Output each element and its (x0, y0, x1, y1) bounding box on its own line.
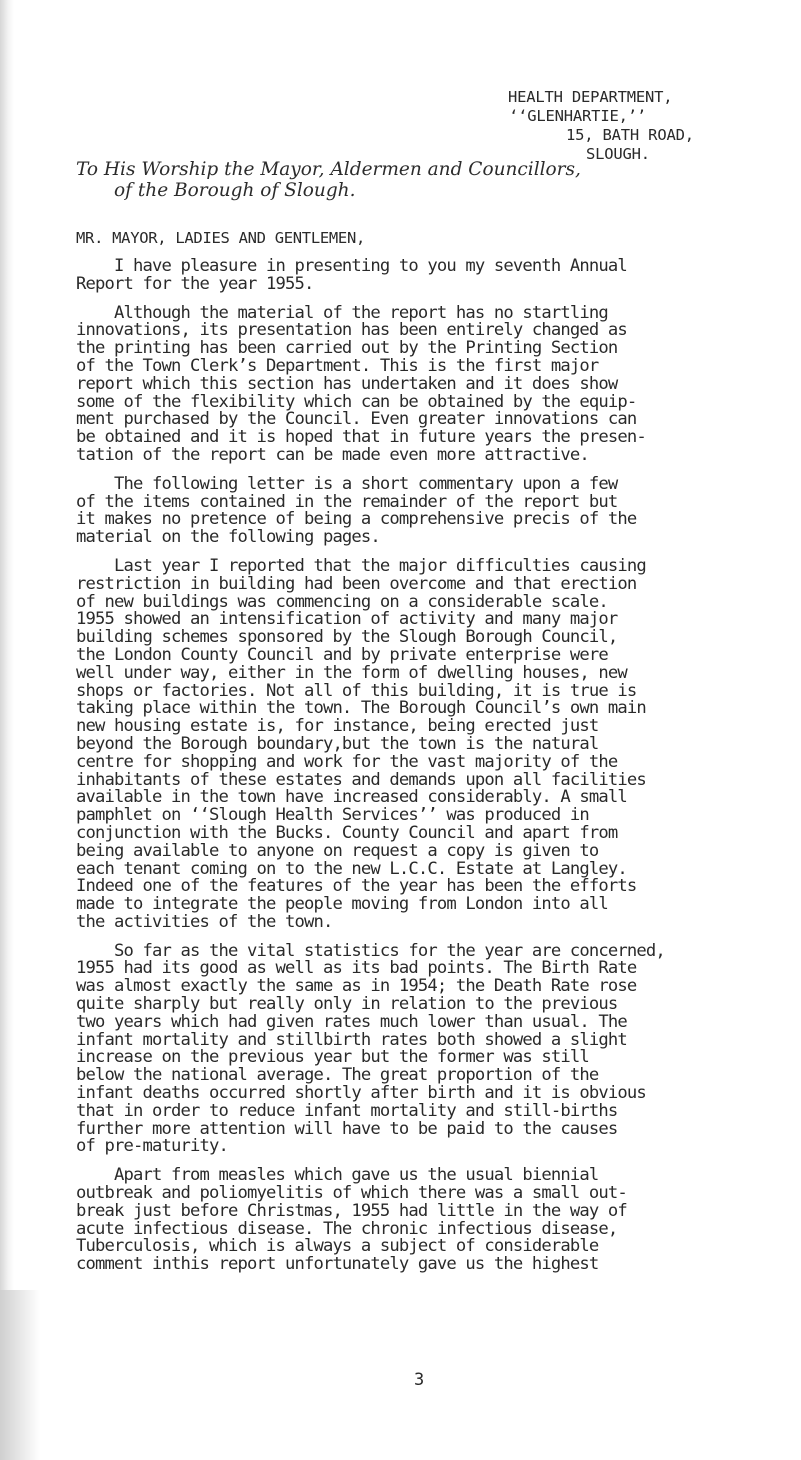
paragraph-line: made to integrate the people moving from London into all (76, 894, 608, 915)
paragraph-line: So far as the vital statistics for the year are concerned, (76, 940, 665, 961)
paragraph-line: acute infectious disease. The chronic infectious disease, (76, 1218, 618, 1239)
paragraph-line: some of the flexibility which can be obtained by the equip- (76, 391, 637, 412)
paragraph-line: Report for the year 1955. (76, 273, 314, 294)
paragraph-line: inhabitants of these estates and demands upon all facilities (76, 769, 646, 790)
paragraph-line: infant deaths occurred shortly after birth and it is obvious (76, 1083, 646, 1104)
paragraph-line: available in the town have increased considerably. A small (76, 787, 627, 808)
paragraph-line: 1955 had its good as well as its bad points. The Birth Rate (76, 958, 637, 979)
paragraph-line: ment purchased by the Council. Even greater innovations can (76, 409, 637, 430)
paragraph-line: pamphlet on ‘‘Slough Health Services’’ was produced in (76, 805, 589, 826)
paragraph-line: of new buildings was commencing on a considerable scale. (76, 591, 608, 612)
paragraph-line: was almost exactly the same as in 1954; the Death Rate rose (76, 976, 637, 997)
paragraph-line: Apart from measles which gave us the usual biennial (76, 1165, 599, 1186)
address-line-building: ‘‘GLENHARTIE,’’ (509, 107, 646, 125)
paragraph-line: the printing has been carried out by the Printing Section (76, 338, 618, 359)
paragraph-line: 1955 showed an intensification of activity and many major (76, 609, 618, 630)
paragraph (76, 258, 788, 294)
paragraph-line: break just before Christmas, 1955 had little in the way of (76, 1200, 627, 1221)
paragraph-line: infant mortality and stillbirth rates both showed a slight (76, 1029, 627, 1050)
paragraph (76, 1167, 788, 1274)
paragraph-line: Last year I reported that the major difficulties causing (76, 555, 646, 576)
paragraph-line: Indeed one of the features of the year has been the efforts (76, 876, 637, 897)
addressee (76, 159, 776, 201)
paragraph-line: it makes no pretence of being a comprehensive precis of the (76, 509, 637, 530)
paragraph-line: shops or factories. Not all of this building, it is true is (76, 680, 637, 701)
greeting: MR. MAYOR, LADIES AND GENTLEMEN, (76, 229, 366, 247)
paragraph-line: tation of the report can be made even more attractive. (76, 444, 589, 465)
paragraph-line: each tenant coming on to the new L.C.C. Estate at Langley. (76, 858, 627, 879)
paragraph-line: taking place within the town. The Borough Council’s own main (76, 698, 646, 719)
page-shadow-edge (0, 0, 14, 1460)
address-line-town: SLOUGH. (586, 145, 650, 163)
paragraph-line: material on the following pages. (76, 527, 380, 548)
paragraph-line: centre for shopping and work for the vast majority of the (76, 751, 618, 772)
paragraph-line: of pre-maturity. (76, 1136, 228, 1157)
page-number: 3 (414, 1370, 425, 1390)
paragraph-line: comment inthis report unfortunately gave us the highest (76, 1254, 599, 1275)
paragraph-line: increase on the previous year but the former was still (76, 1047, 589, 1068)
paragraph-line: beyond the Borough boundary,but the town is the natural (76, 733, 599, 754)
paragraph-line: being available to anyone on request a copy is given to (76, 840, 599, 861)
paragraph-line: that in order to reduce infant mortality and still-births (76, 1100, 618, 1121)
paragraph-line: new housing estate is, for instance, being erected just (76, 716, 599, 737)
page-shadow-corner (0, 1290, 40, 1460)
paragraph-line: building schemes sponsored by the Slough Borough Council, (76, 627, 618, 648)
address-line-street: 15, BATH ROAD, (566, 126, 694, 144)
paragraph (76, 473, 788, 548)
paragraph-line: conjunction with the Bucks. County Council and apart from (76, 822, 618, 843)
paragraph-line: the activities of the town. (76, 911, 333, 932)
addressee-line: of the Borough of Slough. (114, 180, 356, 201)
paragraph-line: well under way, either in the form of dwelling houses, new (76, 662, 627, 683)
paragraph-line: outbreak and poliomyelitis of which there was a small out- (76, 1183, 627, 1204)
paragraph (76, 940, 788, 1157)
paragraph (76, 555, 788, 932)
paragraph-line: further more attention will have to be paid to the causes (76, 1118, 618, 1139)
paragraph-line: Tuberculosis, which is always a subject of considerable (76, 1236, 599, 1257)
paragraph-line: two years which had given rates much lower than usual. The (76, 1011, 627, 1032)
paragraph-line: restriction in building had been overcome and that erection (76, 573, 637, 594)
address-line-department: HEALTH DEPARTMENT, (508, 88, 673, 106)
paragraph-line: the London County Council and by private enterprise were (76, 644, 608, 665)
paragraph-line: The following letter is a short commentary upon a few (76, 473, 618, 494)
paragraph-line: below the national average. The great proportion of the (76, 1065, 599, 1086)
sender-address (508, 88, 790, 164)
paragraph-line: I have pleasure in presenting to you my seventh Annual (76, 256, 627, 276)
paragraph-line: report which this section has undertaken and it does show (76, 373, 618, 394)
paragraph-line: Although the material of the report has no startling (76, 302, 608, 323)
paragraph-line: of the items contained in the remainder of the report but (76, 491, 618, 512)
paragraph (76, 302, 788, 465)
paragraph-line: of the Town Clerk’s Department. This is the first major (76, 355, 599, 376)
letter-body (76, 258, 788, 1285)
paragraph-line: innovations, its presentation has been entirely changed as (76, 320, 627, 341)
addressee-line: To His Worship the Mayor, Aldermen and Councillors, (76, 159, 581, 180)
paragraph-line: be obtained and it is hoped that in future years the presen- (76, 427, 646, 448)
paragraph-line: quite sharply but really only in relation to the previous (76, 994, 618, 1015)
